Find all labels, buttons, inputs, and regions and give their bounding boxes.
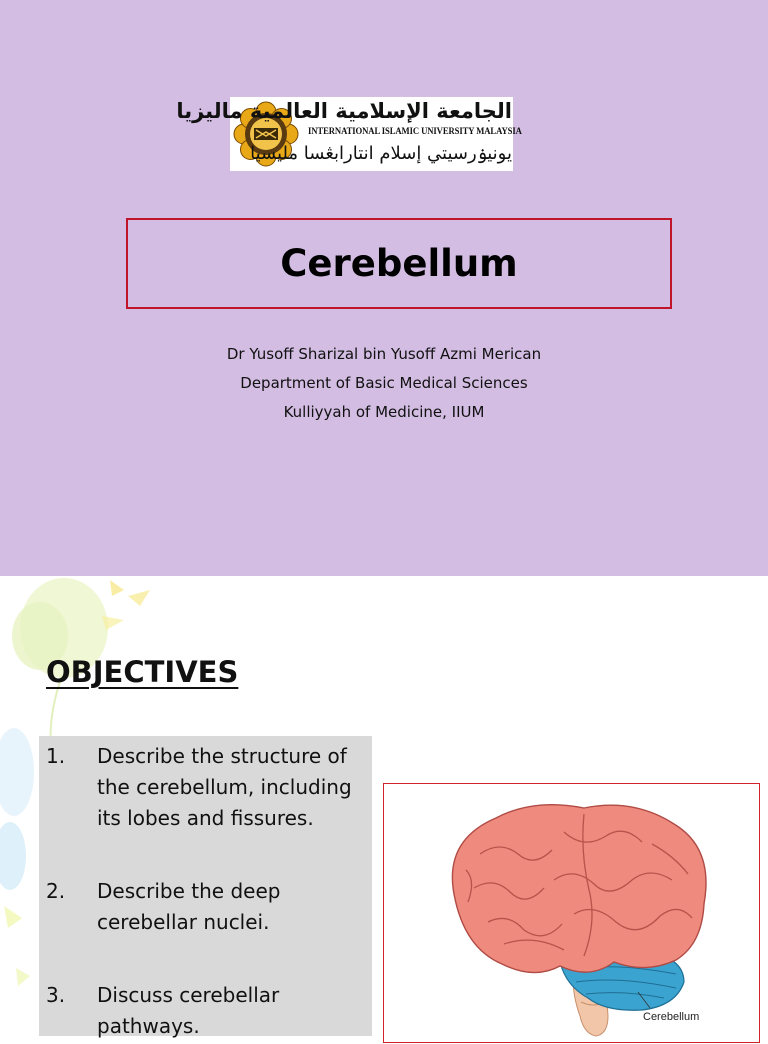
objectives-slide <box>0 576 768 1038</box>
logo-english-name: INTERNATIONAL ISLAMIC UNIVERSITY MALAYSIA <box>308 127 522 137</box>
objective-text: Describe the structure of the cerebellum, including its lobes and fissures. <box>97 744 352 830</box>
objective-number: 2. <box>46 879 66 903</box>
objective-text: Discuss cerebellar pathways. <box>97 983 280 1038</box>
objective-text: Describe the deep cerebellar nuclei. <box>97 879 281 934</box>
faculty-name: Kulliyyah of Medicine, IIUM <box>283 403 485 421</box>
department-name: Department of Basic Medical Sciences <box>240 374 528 392</box>
author-name: Dr Yusoff Sharizal bin Yusoff Azmi Merican <box>226 345 542 363</box>
logo-jawi-name: يونيۏرسيتي إسلام انتارابڠسا مليسيا <box>250 143 512 164</box>
objectives-heading: OBJECTIVES <box>46 655 239 689</box>
objective-number: 1. <box>46 744 66 768</box>
university-logo <box>176 97 522 171</box>
objectives-panel <box>39 736 372 1036</box>
author-info <box>0 340 768 427</box>
cerebellum-label: Cerebellum <box>643 1011 700 1023</box>
objective-number: 3. <box>46 983 66 1007</box>
brain-illustration-icon <box>384 784 761 1044</box>
title-box <box>126 218 672 309</box>
logo-arabic-name: الجامعة الإسلامية العالمية ماليزيا <box>176 99 512 123</box>
brain-figure <box>383 783 760 1043</box>
slide-title: Cerebellum <box>280 242 518 285</box>
